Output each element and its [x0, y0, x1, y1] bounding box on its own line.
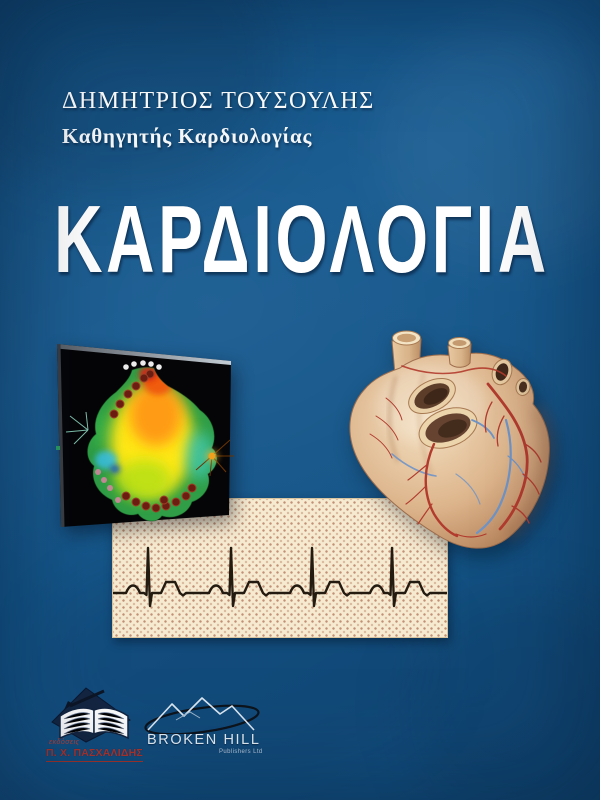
author-name: ΔΗΜΗΤΡΙΟΣ ΤΟΥΣΟΥΛΗΣ: [62, 88, 375, 114]
author-role: Καθηγητής Καρδιολογίας: [62, 124, 313, 148]
brokenhill-subtitle: Publishers Ltd: [219, 749, 263, 755]
paschalidis-prefix: εκδόσεις: [49, 739, 80, 746]
electroanatomical-map-image: [40, 330, 260, 540]
brokenhill-logo: [142, 694, 276, 766]
brokenhill-name: BROKEN HILL: [147, 732, 261, 748]
book-title: ΚΑΡΔΙΟΛΟΓΙΑ: [54, 186, 550, 293]
brokenhill-mountain-icon: [142, 694, 274, 734]
paschalidis-logo: [46, 686, 150, 766]
paschalidis-book-icon: [46, 686, 146, 744]
paschalidis-name: Π. Χ. ΠΑΣΧΑΛΙΔΗΣ: [46, 747, 143, 762]
heart-illustration-image: [336, 324, 578, 558]
